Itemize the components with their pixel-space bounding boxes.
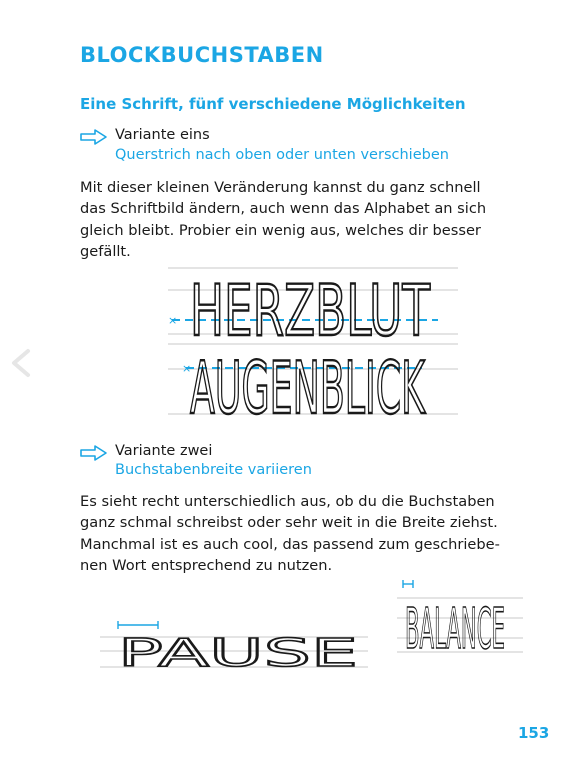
wide-letters-illustration xyxy=(96,618,376,674)
page-title: BLOCKBUCHSTABEN xyxy=(80,43,324,67)
paragraph-line: nen Wort entsprechend zu nutzen. xyxy=(80,556,333,574)
word-herzblut: HERZBLUT xyxy=(190,270,431,352)
arrow-right-outline-icon xyxy=(80,129,108,145)
word-pause: PAUSE xyxy=(118,631,358,675)
paragraph-line: Es sieht recht unterschiedlich aus, ob du die Buchstaben xyxy=(80,493,495,510)
variant2-paragraph xyxy=(80,491,550,576)
crossbar-illustration xyxy=(160,262,460,430)
arrow-right-outline-icon xyxy=(80,445,108,461)
paragraph-line: ganz schmal schreibst oder sehr weit in die Breite ziehst. xyxy=(80,514,498,532)
paragraph-line: das Schriftbild ändern, auch wenn das Alphabet an sich xyxy=(80,200,487,218)
variant1-paragraph xyxy=(80,177,550,262)
chevron-left-icon[interactable] xyxy=(8,348,34,378)
page-number: 153 xyxy=(518,724,550,742)
paragraph-line: Manchmal ist es auch cool, das passend zum geschriebe- xyxy=(80,535,500,553)
variant2-sub: Buchstabenbreite variieren xyxy=(115,462,312,478)
variant2-label: Variante zwei xyxy=(115,443,213,459)
paragraph-line: gleich bleibt. Probier ein wenig aus, welches dir besser xyxy=(80,221,481,239)
svg-text:×: × xyxy=(168,314,178,327)
section-subtitle: Eine Schrift, fünf verschiedene Möglichkeiten xyxy=(80,95,466,113)
svg-text:×: × xyxy=(182,362,192,375)
variant1-label: Variante eins xyxy=(115,127,210,143)
word-augenblick: AUGENBLICK xyxy=(190,346,426,430)
narrow-letters-illustration xyxy=(395,578,525,660)
paragraph-line: Mit dieser kleinen Veränderung kannst du ganz schnell xyxy=(80,179,481,196)
variant1-sub: Querstrich nach oben oder unten verschieben xyxy=(115,147,449,163)
paragraph-line: gefällt. xyxy=(80,242,131,260)
word-balance: BALANCE xyxy=(405,597,505,662)
